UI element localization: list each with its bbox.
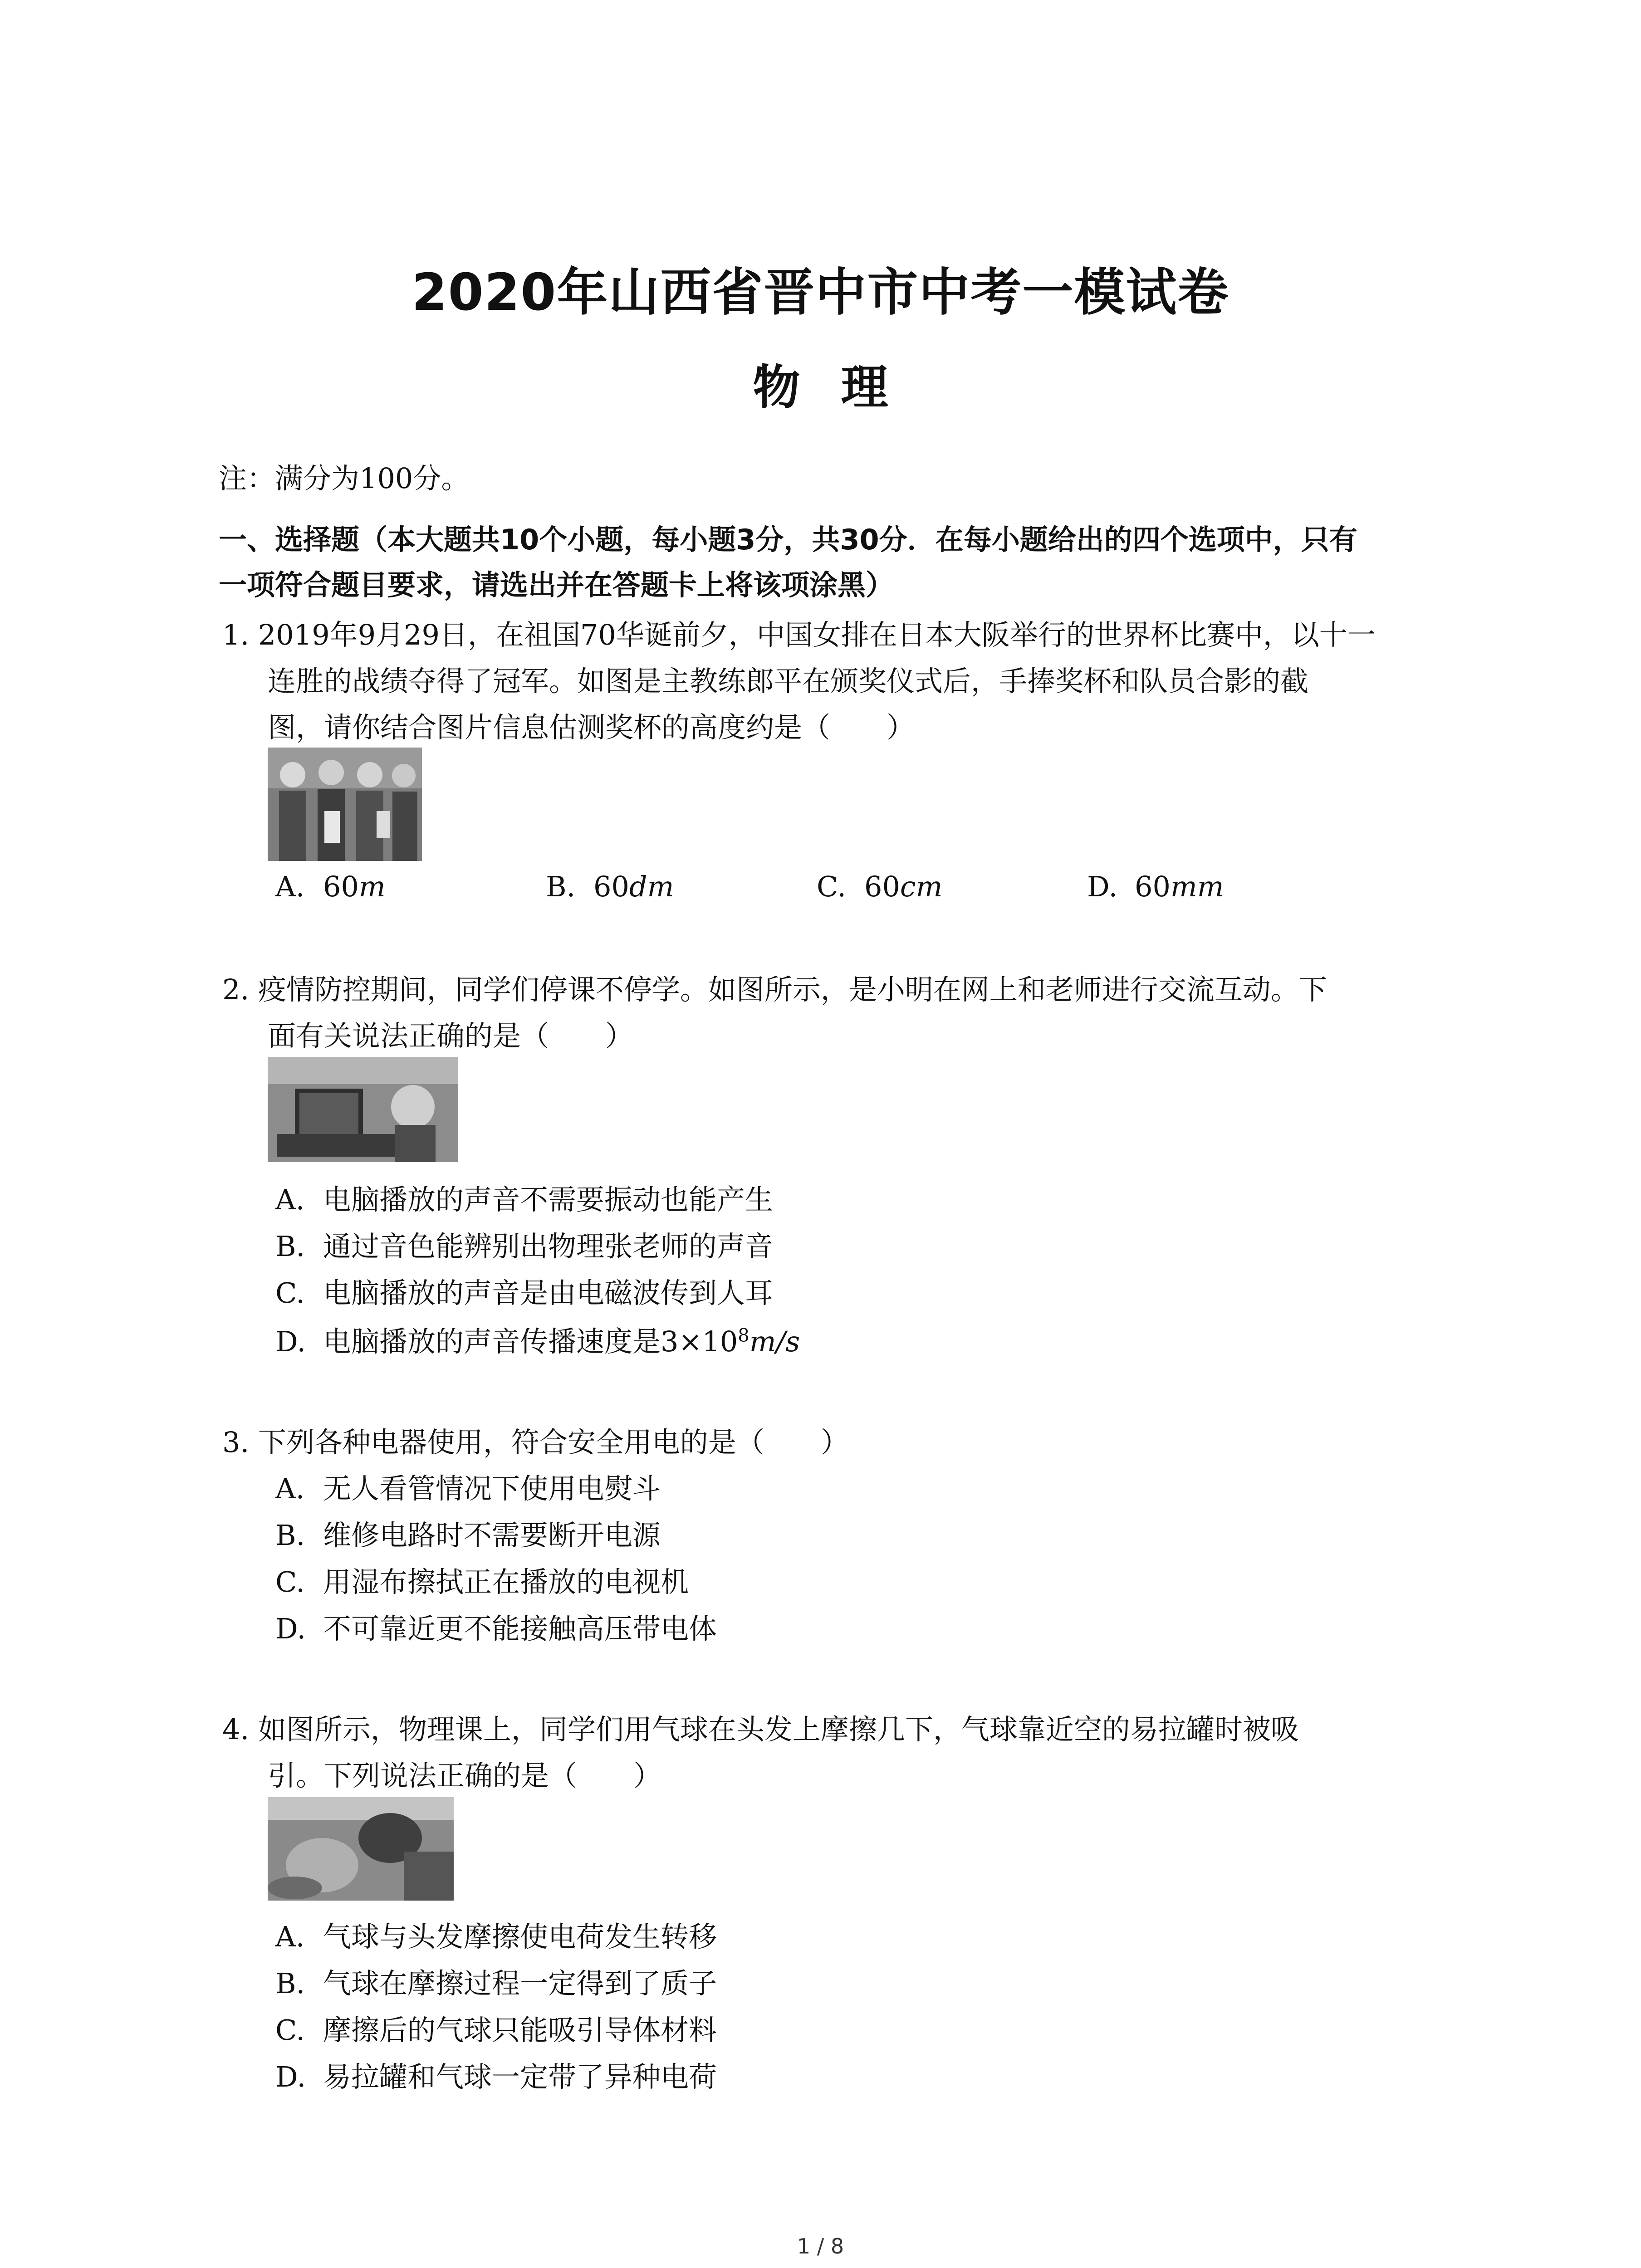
question-1-line3: 图，请你结合图片信息估测奖杯的高度约是（ ） [268,711,915,744]
question-3-option-a[interactable]: A. 无人看管情况下使用电熨斗 [275,1472,661,1505]
question-2-line1: 2. 疫情防控期间，同学们停课不停学。如图所示，是小明在网上和老师进行交流互动。下 [222,973,1327,1006]
question-4-option-a[interactable]: A. 气球与头发摩擦使电荷发生转移 [275,1920,717,1953]
question-1-line1: 1. 2019年9月29日，在祖国70华诞前夕，中国女排在日本大阪举行的世界杯比赛中，以十一 [222,618,1376,651]
question-3-option-d[interactable]: D. 不可靠近更不能接触高压带电体 [275,1612,717,1645]
question-1-option-a[interactable]: A. 60m [275,870,386,903]
question-1-option-d[interactable]: D. 60mm [1087,870,1224,903]
score-note: 注：满分为100分。 [219,462,470,495]
section-heading-line1: 一、选择题（本大题共10个小题，每小题3分，共30分．在每小题给出的四个选项中，只有 [219,523,1357,556]
question-3-option-c[interactable]: C. 用湿布擦拭正在播放的电视机 [275,1565,689,1598]
section-heading-line2: 一项符合题目要求，请选出并在答题卡上将该项涂黑） [219,568,894,601]
question-4-option-b[interactable]: B. 气球在摩擦过程一定得到了质子 [275,1967,717,2000]
question-1-line2: 连胜的战绩夺得了冠军。如图是主教练郎平在颁奖仪式后，手捧奖杯和队员合影的截 [268,665,1309,698]
question-2-option-c[interactable]: C. 电脑播放的声音是由电磁波传到人耳 [275,1276,774,1310]
question-4-line2: 引。下列说法正确的是（ ） [268,1759,662,1792]
question-4-option-c[interactable]: C. 摩擦后的气球只能吸引导体材料 [275,2014,717,2047]
question-3-option-b[interactable]: B. 维修电路时不需要断开电源 [275,1519,661,1552]
exam-title: 2020年山西省晋中市中考一模试卷 [411,263,1230,322]
page-number: 1 / 8 [797,2234,844,2258]
question-1-option-c[interactable]: C. 60cm [817,870,943,903]
question-2-option-a[interactable]: A. 电脑播放的声音不需要振动也能产生 [275,1183,774,1216]
photo-graphic [268,1797,454,1901]
question-4-line1: 4. 如图所示，物理课上，同学们用气球在头发上摩擦几下，气球靠近空的易拉罐时被吸 [222,1713,1299,1746]
photo-graphic [268,748,422,861]
subject-title: 物理 [753,360,929,415]
question-2-option-d[interactable]: D. 电脑播放的声音传播速度是$3\times 10^8m/s$ [275,1325,800,1358]
volleyball-trophy-photo [268,748,422,861]
question-4-option-d[interactable]: D. 易拉罐和气球一定带了异种电荷 [275,2060,717,2093]
question-2-line2: 面有关说法正确的是（ ） [268,1019,634,1052]
question-3-line1: 3. 下列各种电器使用，符合安全用电的是（ ） [222,1426,849,1459]
question-1-option-b[interactable]: B. 60dm [546,870,674,903]
photo-graphic [268,1057,458,1162]
online-class-photo [268,1057,458,1162]
question-2-option-b[interactable]: B. 通过音色能辨别出物理张老师的声音 [275,1230,774,1263]
balloon-experiment-photo [268,1797,454,1901]
